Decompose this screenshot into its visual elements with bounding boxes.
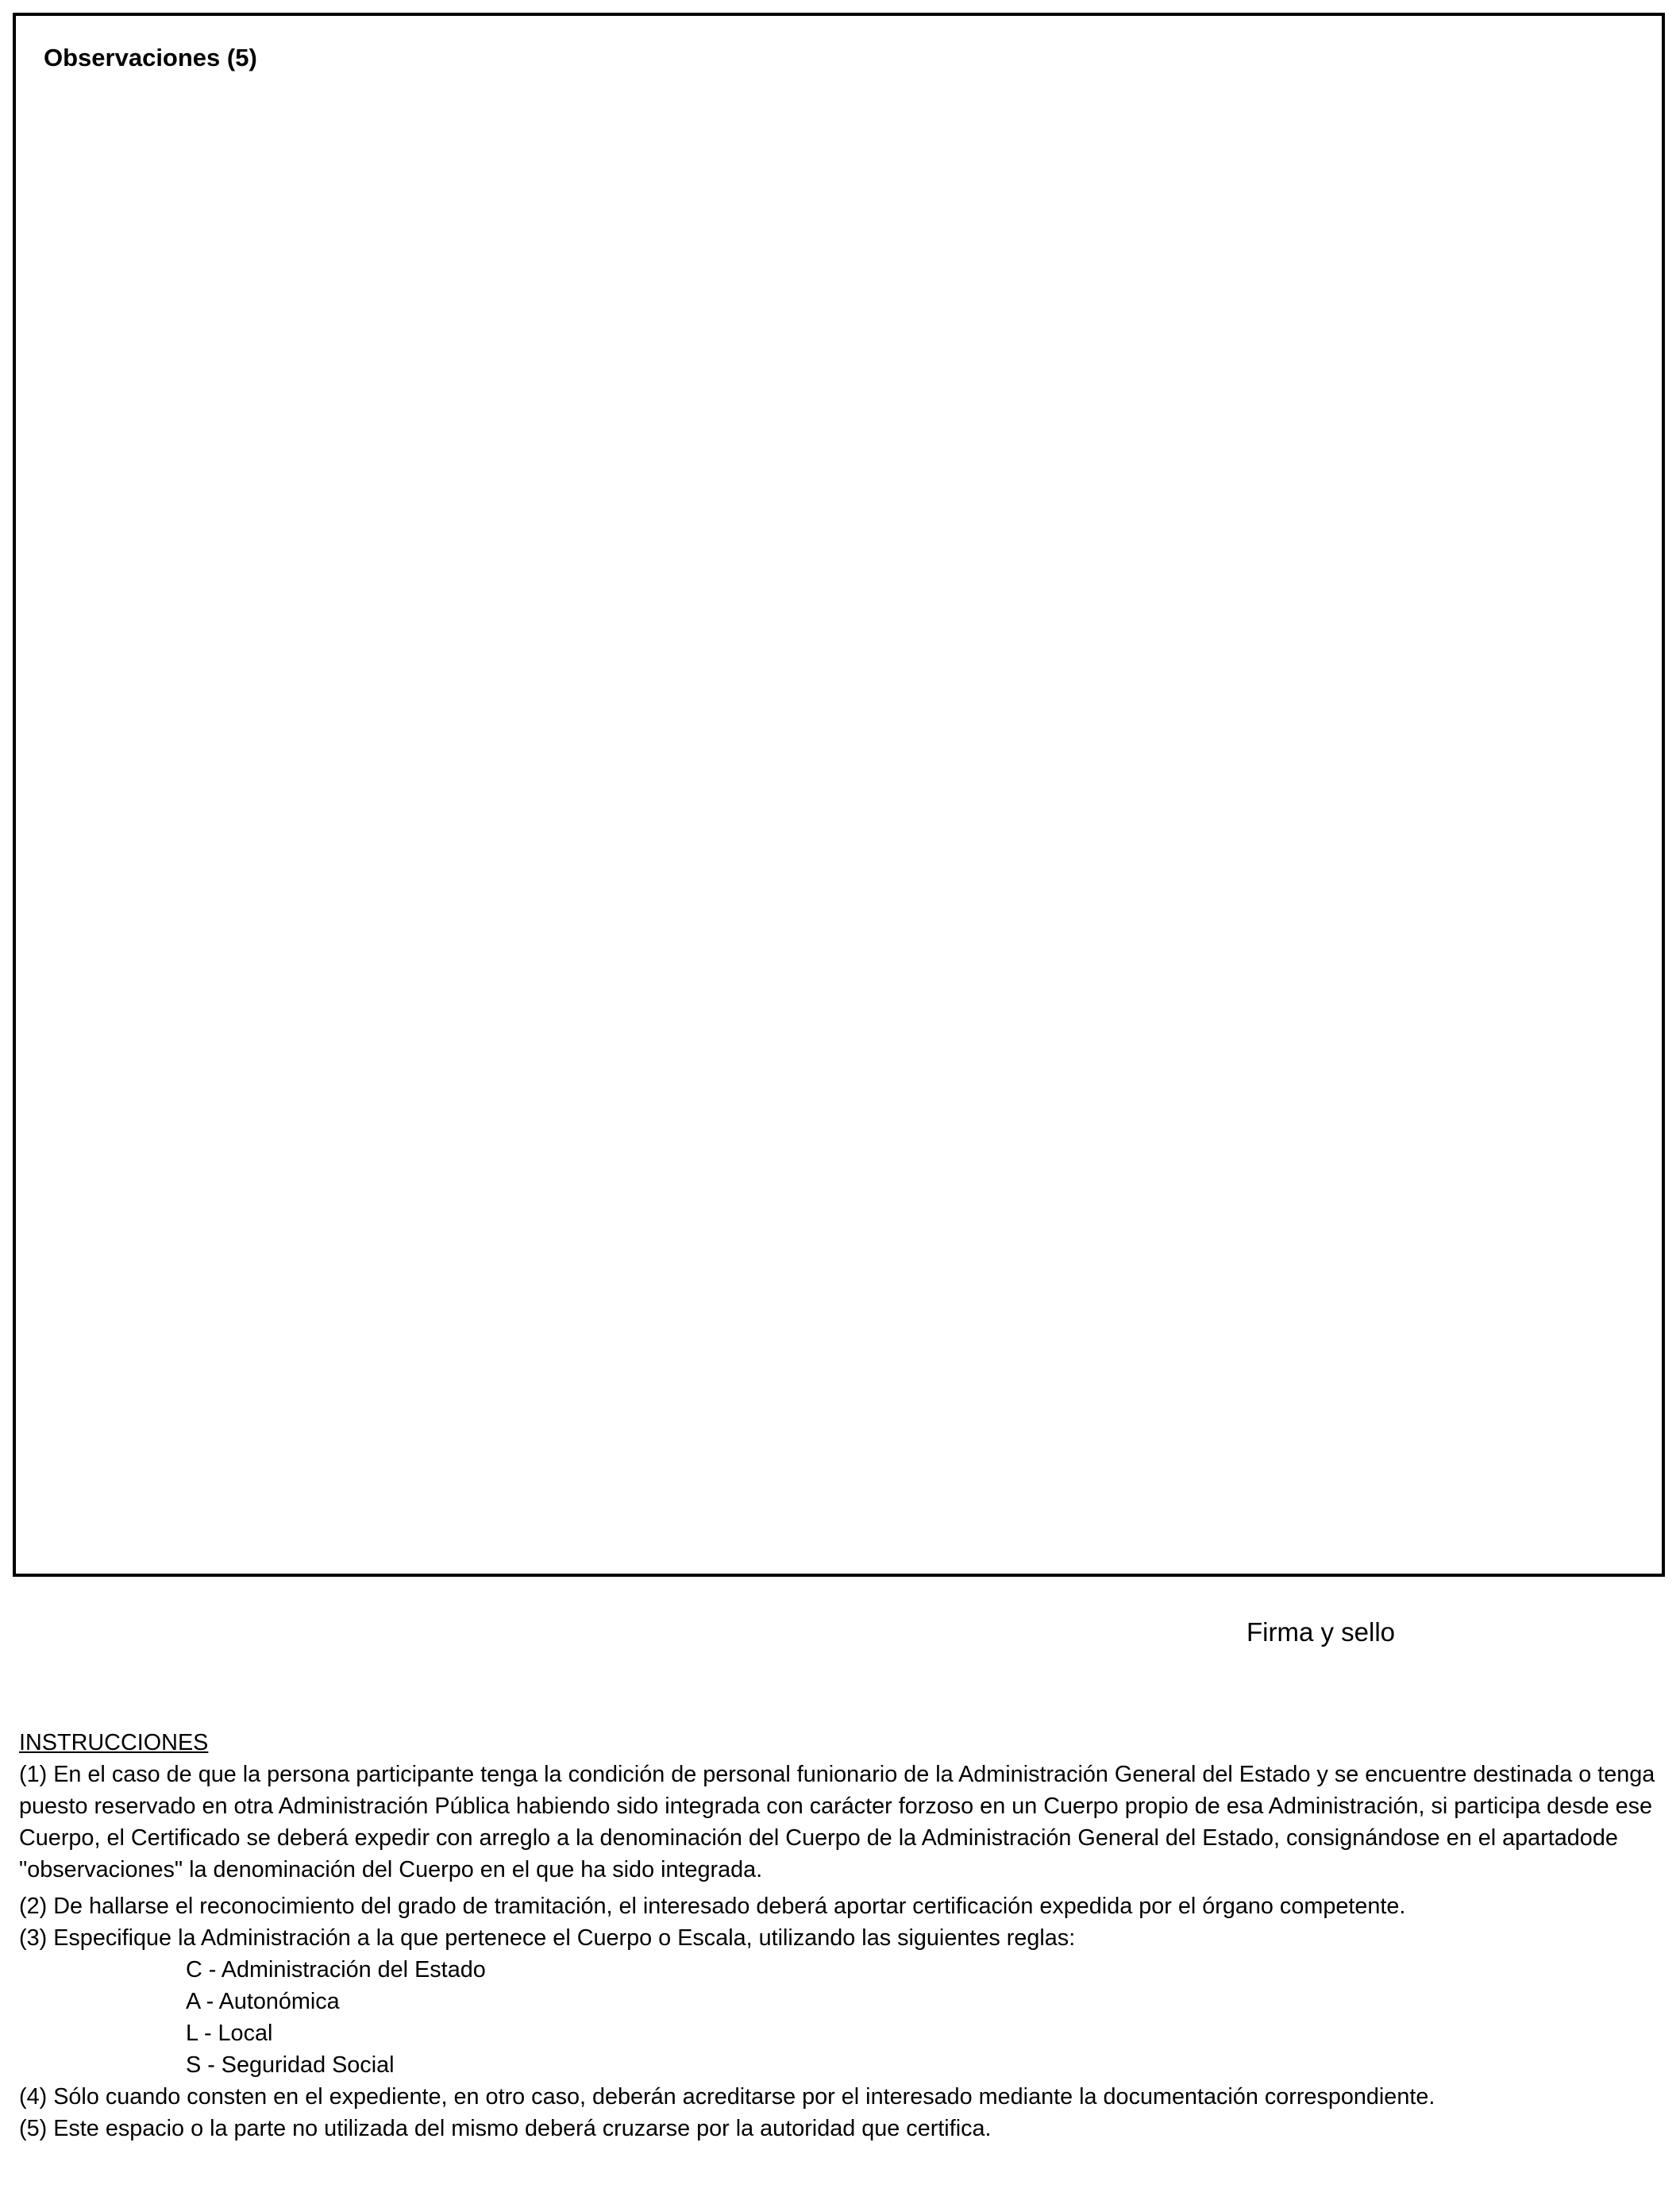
regla-s: S - Seguridad Social: [186, 2052, 395, 2078]
instruccion-4: (4) Sólo cuando consten en el expediente, en otro caso, deberán acreditarse por el interesado mediante la documentación correspondiente.: [19, 2084, 1435, 2110]
instruccion-5: (5) Este espacio o la parte no utilizada del mismo deberá cruzarse por la autoridad que certifica.: [19, 2116, 992, 2141]
instrucciones-heading: INSTRUCCIONES: [19, 1730, 209, 1755]
instruccion-1: (1) En el caso de que la persona participante tenga la condición de personal funionario de la Administración General del Estado y se encuentre destinada o tenga puesto reservado en otra Administración Pública habiendo sido integrada con carácter forzoso en un Cuerpo propio de esa Administración, si participa desde ese Cuerpo, el Certificado se deberá expedir con arreglo a la denominación del Cuerpo de la Administración General del Estado, consignándose en el apartadode "observaciones" la denominación del Cuerpo en el que ha sido integrada.: [19, 1762, 1655, 1882]
instrucciones-section: [19, 1727, 1664, 2144]
observaciones-box[interactable]: [13, 13, 1665, 1577]
regla-a: A - Autonómica: [186, 1989, 340, 2014]
observaciones-title: Observaciones (5): [44, 44, 257, 71]
instruccion-3: (3) Especifique la Administración a la que pertenece el Cuerpo o Escala, utilizando las siguientes reglas:: [19, 1925, 1076, 1951]
regla-l: L - Local: [186, 2021, 273, 2046]
firma-y-sello-label: Firma y sello: [1247, 1617, 1396, 1647]
regla-c: C - Administración del Estado: [186, 1957, 486, 1982]
instruccion-2: (2) De hallarse el reconocimiento del grado de tramitación, el interesado deberá aportar certificación expedida por el órgano competente.: [19, 1894, 1406, 1919]
